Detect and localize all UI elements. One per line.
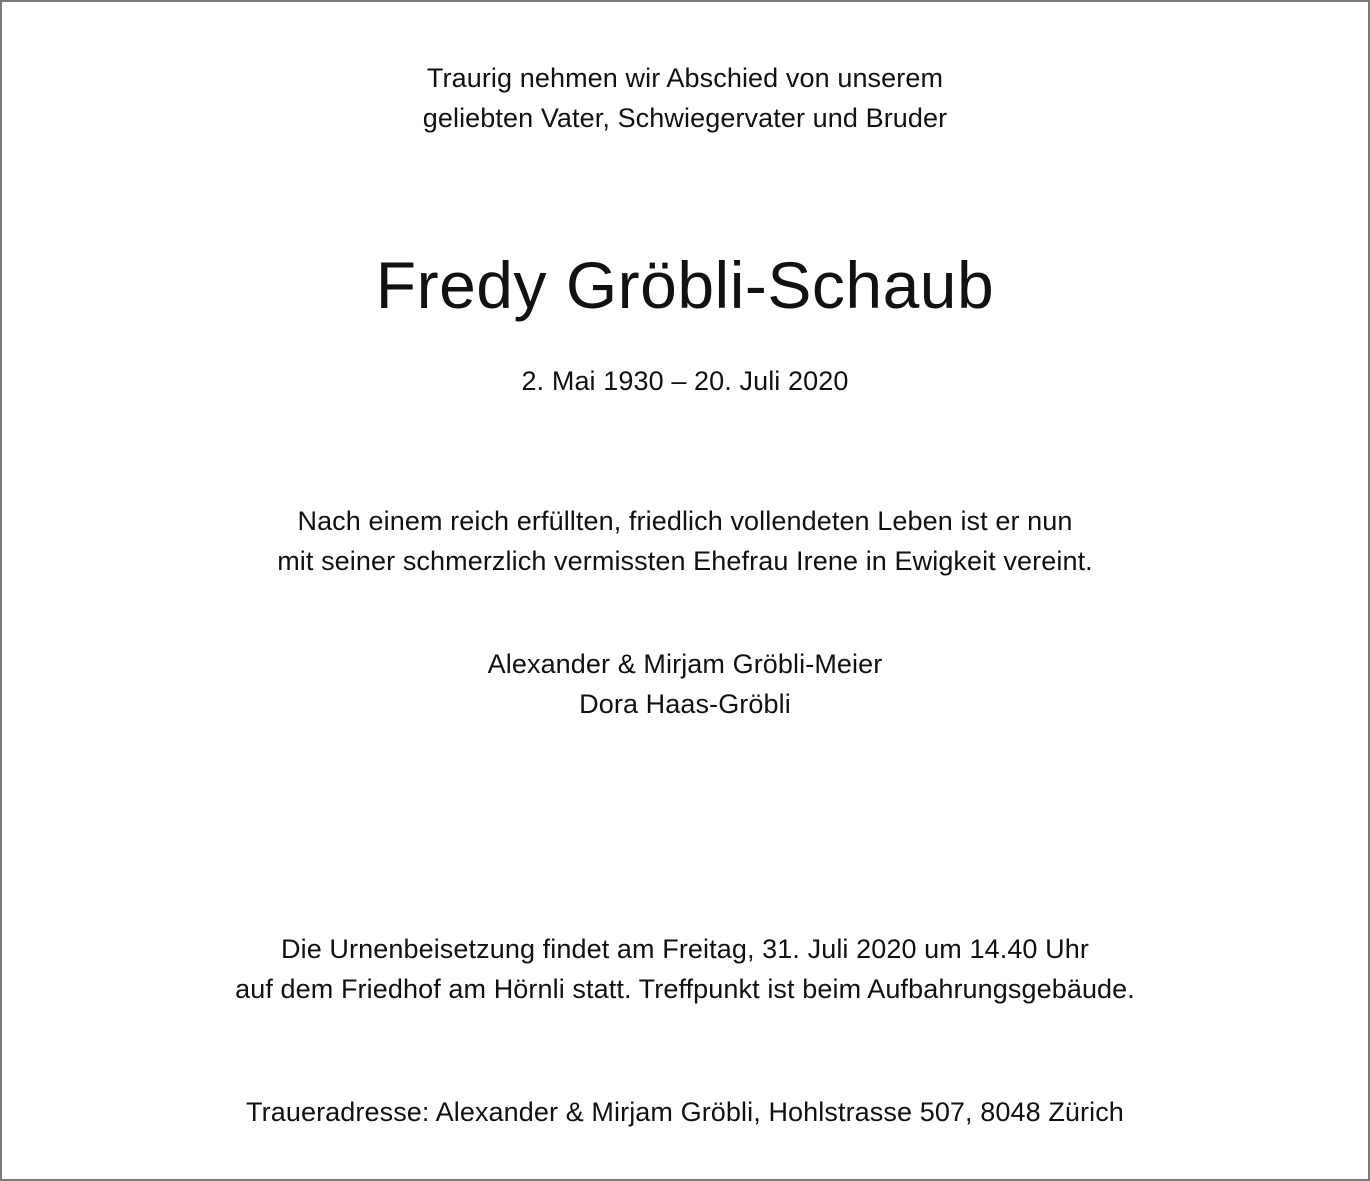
mourning-address [2,1092,1368,1132]
family-names [2,644,1368,724]
service-line-2: auf dem Friedhof am Hörnli statt. Treffpunkt ist beim Aufbahrungsgebäude. [235,974,1135,1004]
family-line-2: Dora Haas-Gröbli [579,689,791,719]
intro-line-1: Traurig nehmen wir Abschied von unserem [426,63,944,93]
tribute-line-2: mit seiner schmerzlich vermissten Ehefrau Irene in Ewigkeit vereint. [277,546,1093,576]
address-line: Traueradresse: Alexander & Mirjam Gröbli, Hohlstrasse 507, 8048 Zürich [246,1097,1124,1127]
life-dates [2,361,1368,401]
deceased-name: Fredy Gröbli-Schaub [375,248,995,322]
tribute-text [2,501,1368,581]
service-line-1: Die Urnenbeisetzung findet am Freitag, 31. Juli 2020 um 14.40 Uhr [281,934,1089,964]
family-line-1: Alexander & Mirjam Gröbli-Meier [487,649,883,679]
intro-text [2,58,1368,138]
life-dates-text: 2. Mai 1930 – 20. Juli 2020 [521,366,849,396]
tribute-line-1: Nach einem reich erfüllten, friedlich vollendeten Leben ist er nun [297,506,1073,536]
intro-line-2: geliebten Vater, Schwiegervater und Bruder [422,103,948,133]
service-details [2,929,1368,1009]
